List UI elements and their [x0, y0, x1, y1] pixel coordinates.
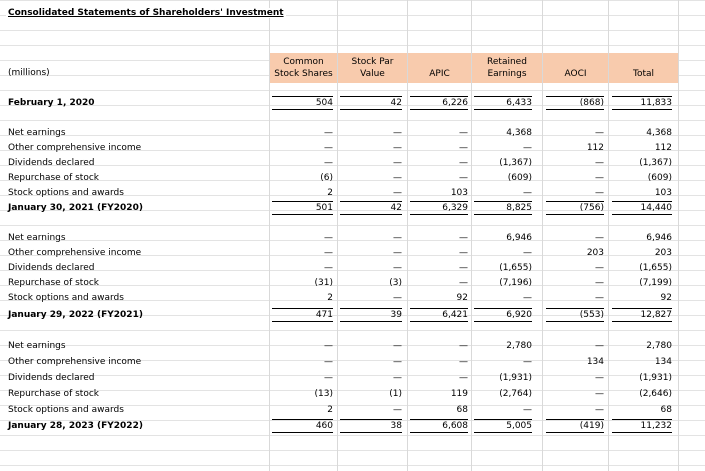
table-cell[interactable]: (553) [546, 308, 604, 322]
table-cell[interactable]: 68 [456, 405, 468, 415]
table-cell[interactable]: (1) [389, 389, 402, 399]
table-cell[interactable]: — [595, 188, 604, 198]
table-cell[interactable]: — [523, 188, 532, 198]
table-cell[interactable]: 6,433 [474, 96, 532, 110]
header-apic[interactable]: APIC [408, 53, 471, 83]
table-cell[interactable]: 5,005 [474, 419, 532, 433]
table-cell[interactable]: — [324, 158, 333, 168]
table-cell[interactable]: 6,946 [646, 233, 672, 243]
table-cell[interactable]: 68 [660, 405, 672, 415]
table-cell[interactable]: (868) [546, 96, 604, 110]
table-cell[interactable]: 134 [654, 357, 672, 367]
table-cell[interactable]: (1,367) [639, 158, 672, 168]
table-cell[interactable]: (1,655) [499, 263, 532, 273]
table-cell[interactable]: 11,232 [612, 419, 672, 433]
table-cell[interactable]: (756) [546, 201, 604, 215]
table-cell[interactable]: 6,608 [410, 419, 468, 433]
table-cell[interactable]: — [459, 143, 468, 153]
table-cell[interactable]: 103 [450, 188, 468, 198]
table-cell[interactable]: — [324, 341, 333, 351]
table-cell[interactable]: — [595, 373, 604, 383]
table-cell[interactable]: — [523, 143, 532, 153]
table-cell[interactable]: 2,780 [506, 341, 532, 351]
table-cell[interactable]: 6,946 [506, 233, 532, 243]
sheet-title[interactable]: Consolidated Statements of Shareholders' Investment [8, 8, 284, 18]
table-cell[interactable]: — [523, 357, 532, 367]
table-cell[interactable]: — [459, 278, 468, 288]
table-cell[interactable]: 12,827 [612, 308, 672, 322]
header-total[interactable]: Total [609, 53, 678, 83]
table-cell[interactable]: — [595, 293, 604, 303]
row-label[interactable]: Stock options and awards [8, 405, 124, 415]
table-cell[interactable]: (13) [314, 389, 333, 399]
table-cell[interactable]: (7,196) [499, 278, 532, 288]
table-cell[interactable]: 6,920 [474, 308, 532, 322]
table-cell[interactable]: — [393, 405, 402, 415]
table-cell[interactable]: — [595, 158, 604, 168]
table-cell[interactable]: — [459, 248, 468, 258]
header-common-stock-shares[interactable]: Common Stock Shares [270, 53, 337, 83]
table-cell[interactable]: — [595, 389, 604, 399]
row-label[interactable]: Net earnings [8, 128, 66, 138]
table-cell[interactable]: 4,368 [506, 128, 532, 138]
grid-line [678, 0, 679, 471]
table-cell[interactable]: 11,833 [612, 96, 672, 110]
row-label[interactable]: Repurchase of stock [8, 389, 99, 399]
table-cell[interactable]: 6,329 [410, 201, 468, 215]
table-cell[interactable]: — [523, 248, 532, 258]
header-stock-par-value[interactable]: Stock Par Value [338, 53, 407, 83]
table-cell[interactable]: — [324, 357, 333, 367]
table-cell[interactable]: (2,764) [499, 389, 532, 399]
table-cell[interactable]: — [595, 128, 604, 138]
table-cell[interactable]: 38 [340, 419, 402, 433]
table-cell[interactable]: — [393, 263, 402, 273]
table-cell[interactable]: (31) [314, 278, 333, 288]
table-cell[interactable]: (6) [320, 173, 333, 183]
row-label[interactable]: Repurchase of stock [8, 173, 99, 183]
table-cell[interactable]: 39 [340, 308, 402, 322]
row-label[interactable]: Other comprehensive income [8, 143, 142, 153]
table-cell[interactable]: 103 [654, 188, 672, 198]
table-cell[interactable]: — [324, 143, 333, 153]
table-cell[interactable]: (2,646) [639, 389, 672, 399]
table-cell[interactable]: — [324, 263, 333, 273]
table-cell[interactable]: 92 [456, 293, 468, 303]
table-cell[interactable]: (3) [389, 278, 402, 288]
table-cell[interactable]: — [459, 173, 468, 183]
header-retained-earnings[interactable]: Retained Earnings [472, 53, 542, 83]
table-cell[interactable]: 4,368 [646, 128, 672, 138]
table-cell[interactable]: 42 [340, 201, 402, 215]
table-cell[interactable]: 471 [272, 308, 333, 322]
table-cell[interactable]: — [393, 128, 402, 138]
table-cell[interactable]: — [324, 373, 333, 383]
table-cell[interactable]: 42 [340, 96, 402, 110]
table-cell[interactable]: — [595, 173, 604, 183]
header-aoci[interactable]: AOCI [543, 53, 608, 83]
table-cell[interactable]: — [324, 248, 333, 258]
row-label[interactable]: Dividends declared [8, 158, 95, 168]
table-cell[interactable]: — [324, 128, 333, 138]
table-cell[interactable]: 8,825 [474, 201, 532, 215]
row-label[interactable]: February 1, 2020 [8, 98, 95, 108]
table-cell[interactable]: 2 [327, 293, 333, 303]
table-cell[interactable]: 112 [586, 143, 604, 153]
table-cell[interactable]: — [595, 341, 604, 351]
table-cell[interactable]: — [393, 173, 402, 183]
row-label[interactable]: Other comprehensive income [8, 248, 142, 258]
table-cell[interactable]: — [393, 373, 402, 383]
table-cell[interactable]: 14,440 [612, 201, 672, 215]
table-cell[interactable]: — [393, 158, 402, 168]
row-label[interactable]: Net earnings [8, 341, 66, 351]
table-cell[interactable]: (1,931) [499, 373, 532, 383]
table-cell[interactable]: 92 [660, 293, 672, 303]
table-cell[interactable]: (419) [546, 419, 604, 433]
table-cell[interactable]: — [393, 233, 402, 243]
table-cell[interactable]: 6,226 [410, 96, 468, 110]
table-cell[interactable]: 203 [586, 248, 604, 258]
table-cell[interactable]: — [523, 293, 532, 303]
table-cell[interactable]: (1,367) [499, 158, 532, 168]
table-cell[interactable]: (609) [647, 173, 672, 183]
table-cell[interactable]: (7,199) [639, 278, 672, 288]
table-cell[interactable]: 6,421 [410, 308, 468, 322]
table-cell[interactable]: (1,931) [639, 373, 672, 383]
table-cell[interactable]: — [595, 405, 604, 415]
row-label[interactable]: Repurchase of stock [8, 278, 99, 288]
table-cell[interactable]: — [393, 188, 402, 198]
table-cell[interactable]: — [393, 357, 402, 367]
table-cell[interactable]: — [459, 128, 468, 138]
row-label[interactable]: Dividends declared [8, 373, 95, 383]
table-cell[interactable]: — [393, 143, 402, 153]
row-label[interactable]: Net earnings [8, 233, 66, 243]
table-cell[interactable]: — [459, 263, 468, 273]
table-cell[interactable]: 504 [272, 96, 333, 110]
row-label[interactable]: Stock options and awards [8, 188, 124, 198]
units-label[interactable]: (millions) [8, 68, 50, 78]
table-cell[interactable]: — [393, 293, 402, 303]
table-cell[interactable]: 2 [327, 188, 333, 198]
row-label[interactable]: Other comprehensive income [8, 357, 142, 367]
table-cell[interactable]: 2 [327, 405, 333, 415]
table-cell[interactable]: 203 [654, 248, 672, 258]
table-cell[interactable]: — [595, 278, 604, 288]
table-cell[interactable]: 2,780 [646, 341, 672, 351]
table-cell[interactable]: — [459, 357, 468, 367]
table-cell[interactable]: — [459, 158, 468, 168]
table-cell[interactable]: — [393, 341, 402, 351]
table-cell[interactable]: 501 [272, 201, 333, 215]
row-label[interactable]: January 30, 2021 (FY2020) [8, 203, 143, 213]
table-cell[interactable]: — [324, 233, 333, 243]
table-cell[interactable]: — [459, 233, 468, 243]
row-label[interactable]: January 28, 2023 (FY2022) [8, 421, 143, 431]
table-cell[interactable]: 119 [450, 389, 468, 399]
table-cell[interactable]: 460 [272, 419, 333, 433]
table-cell[interactable]: (1,655) [639, 263, 672, 273]
table-cell[interactable]: — [459, 373, 468, 383]
table-cell[interactable]: 112 [654, 143, 672, 153]
row-label[interactable]: Stock options and awards [8, 293, 124, 303]
table-cell[interactable]: — [523, 405, 532, 415]
table-cell[interactable]: (609) [507, 173, 532, 183]
table-cell[interactable]: — [595, 233, 604, 243]
table-cell[interactable]: 134 [586, 357, 604, 367]
table-cell[interactable]: — [595, 263, 604, 273]
row-label[interactable]: January 29, 2022 (FY2021) [8, 310, 143, 320]
row-label[interactable]: Dividends declared [8, 263, 95, 273]
table-cell[interactable]: — [393, 248, 402, 258]
table-cell[interactable]: — [459, 341, 468, 351]
